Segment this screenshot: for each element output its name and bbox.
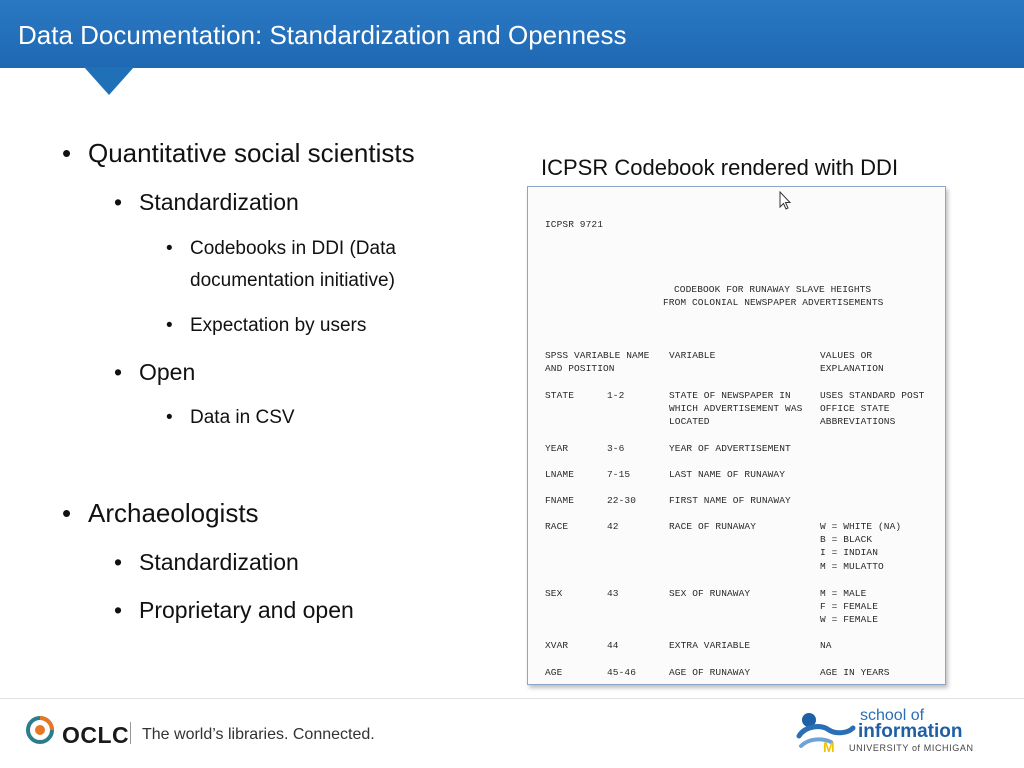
row-position: 3-6 [607,443,625,454]
row-name: AGE [545,667,563,678]
mouse-cursor-icon [779,191,792,211]
slide-header [0,0,1024,68]
row-values: ABBREVIATIONS [820,416,896,427]
row-values: M = MULATTO [820,561,884,572]
row-name: STATE [545,390,575,401]
row-name: RACE [545,521,569,532]
study-id: ICPSR 9721 [545,219,604,230]
row-values: I = INDIAN [820,547,879,558]
column-header-name: SPSS VARIABLE NAME [545,350,650,361]
row-position: 45-46 [607,667,637,678]
row-variable: LAST NAME OF RUNAWAY [669,469,786,480]
row-values: W = FEMALE [820,614,879,625]
row-variable: SEX OF RUNAWAY [669,588,751,599]
row-position: 42 [607,521,619,532]
row-variable: FIRST NAME OF RUNAWAY [669,495,791,506]
row-position: 22-30 [607,495,637,506]
row-position: 1-2 [607,390,625,401]
row-name: LNAME [545,469,575,480]
oclc-tagline: The world’s libraries. Connected. [142,726,375,743]
row-variable: WHICH ADVERTISEMENT WAS [669,403,803,414]
row-name: YEAR [545,443,569,454]
row-values: AGE IN YEARS [820,667,890,678]
codebook-image [527,186,946,685]
row-values: B = BLACK [820,534,873,545]
codebook-heading-line2: FROM COLONIAL NEWSPAPER ADVERTISEMENTS [663,297,884,308]
school-of-label: school of [860,707,925,724]
row-variable: LOCATED [669,416,710,427]
column-header-name-2: AND POSITION [545,363,615,374]
oclc-wordmark: OCLC [62,722,130,748]
footer-divider [0,698,1024,699]
row-values: OFFICE STATE [820,403,890,414]
information-label: information [858,721,963,742]
row-name: SEX [545,588,563,599]
university-of-michigan-label: UNIVERSITY of MICHIGAN [849,743,974,753]
codebook-caption: ICPSR Codebook rendered with DDI [541,155,899,180]
slide-title: Data Documentation: Standardization and Openness [18,20,627,50]
row-variable: AGE OF RUNAWAY [669,667,751,678]
row-values: NA [820,640,832,651]
row-position: 43 [607,588,619,599]
column-header-values: VALUES OR [820,350,873,361]
row-position: 7-15 [607,469,631,480]
column-header-variable: VARIABLE [669,350,716,361]
row-position: 44 [607,640,619,651]
row-variable: RACE OF RUNAWAY [669,521,757,532]
row-values: F = FEMALE [820,601,879,612]
row-values: USES STANDARD POST [820,390,925,401]
codebook-heading-line1: CODEBOOK FOR RUNAWAY SLAVE HEIGHTS [674,284,872,295]
header-notch [84,67,134,95]
row-name: XVAR [545,640,569,651]
oclc-separator [130,722,131,744]
row-name: FNAME [545,495,575,506]
row-values: W = WHITE (NA) [820,521,902,532]
row-variable: YEAR OF ADVERTISEMENT [669,443,791,454]
row-values: M = MALE [820,588,867,599]
oclc-logo-icon [24,714,60,750]
row-variable: EXTRA VARIABLE [669,640,751,651]
um-block-m-logo: M [823,739,835,755]
column-header-values-2: EXPLANATION [820,363,884,374]
row-variable: STATE OF NEWSPAPER IN [669,390,791,401]
